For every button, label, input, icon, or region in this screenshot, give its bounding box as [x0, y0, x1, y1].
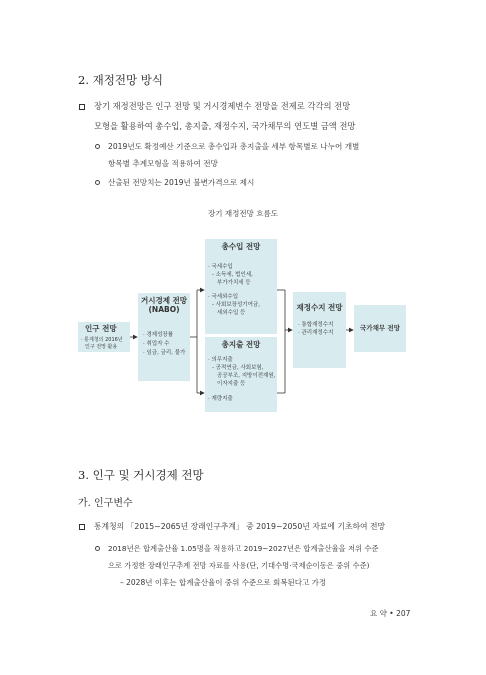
section-2-sub-2: 산출된 전망치는 2019년 불변가격으로 제시	[108, 178, 255, 187]
macro-item-2: · 취업자 수	[143, 341, 170, 347]
expenditure-title: 총지출 전망	[221, 340, 261, 349]
section-3-bullet-1: 통계청의 「2015~2065년 장래인구추계」 중 2019~2050년 자료에 기초하여 전망	[94, 522, 386, 531]
revenue-item-1a: - 소득세, 법인세,	[212, 272, 253, 278]
section-2-heading: 2. 재정전망 방식	[78, 73, 163, 87]
circle-bullet-icon	[95, 546, 100, 551]
section-3-sub-1-line-1: 2018년은 합계출산율 1.05명을 적용하고 2019~2027년은 합계출산율을 저위 수준	[108, 544, 379, 553]
revenue-item-1b: 부가가치세 등	[217, 280, 251, 286]
population-item-2: 인구 전망 활용	[85, 344, 118, 350]
section-2-bullet-1-line-1: 장기 재정전망은 인구 전망 및 거시경제변수 전망을 전제로 각각의 전망	[94, 101, 351, 111]
expenditure-item-1a: - 공적연금, 사회보험,	[212, 365, 264, 371]
revenue-item-2b: 세외수입 등	[217, 310, 246, 316]
balance-item-1: · 통합재정수지	[298, 322, 334, 328]
square-bullet-icon	[79, 524, 85, 530]
section-3-dash-1: – 2028년 이후는 합계출산율이 중위 수준으로 회복된다고 가정	[120, 578, 327, 587]
page-number: 요 약 • 207	[370, 609, 411, 618]
expenditure-item-1: · 의무지출	[208, 357, 233, 363]
section-3-subheading: 가. 인구변수	[78, 498, 133, 509]
revenue-item-2a: - 사회보장성기여금,	[212, 302, 260, 308]
expenditure-item-1b: 공공부조, 지방이전재원,	[217, 373, 276, 379]
section-2-sub-1-line-1: 2019년도 확정예산 기준으로 총수입과 총지출을 세부 항목별로 나누어 개별	[108, 142, 360, 151]
section-3-sub-1-line-2: 으로 가정한 장래인구추계 전망 자료를 사용(단, 기대수명·국제순이동은 중위 수준)	[108, 561, 370, 570]
macro-item-3: · 임금, 금리, 물가	[143, 350, 186, 356]
macro-title-1: 거시경제 전망	[140, 296, 188, 305]
section-2-bullet-1-line-2: 모형을 활용하여 총수입, 총지출, 재정수지, 국가채무의 연도별 금액 전망	[94, 121, 356, 131]
balance-title: 재정수지 전망	[296, 303, 343, 312]
diagram-title: 장기 재정전망 흐름도	[208, 209, 278, 218]
macro-item-1: · 경제성장률	[143, 332, 174, 338]
population-title: 인구 전망	[85, 324, 117, 333]
population-item-1: · 통계청의 2016년	[81, 337, 123, 343]
balance-item-2: · 관리재정수지	[298, 330, 334, 336]
section-2-sub-1-line-2: 항목별 추계모형을 적용하여 전망	[108, 159, 218, 168]
macro-title-2: (NABO)	[148, 305, 180, 314]
revenue-item-2: · 국세외수입	[208, 294, 239, 300]
revenue-title: 총수입 전망	[221, 242, 261, 251]
section-3-heading: 3. 인구 및 거시경제 전망	[78, 468, 204, 482]
debt-title: 국가채무 전망	[360, 324, 400, 332]
expenditure-item-1c: 이자지출 등	[217, 381, 246, 387]
expenditure-item-2: · 재량지출	[208, 396, 233, 402]
revenue-item-1: · 국세수입	[208, 264, 233, 270]
